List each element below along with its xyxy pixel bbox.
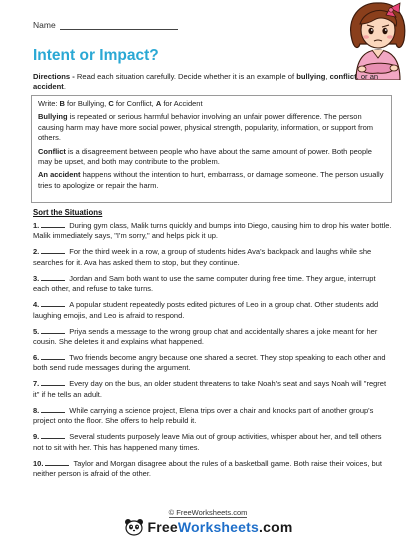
list-item bbox=[33, 300, 393, 321]
item-number: 2. bbox=[33, 247, 40, 257]
answer-blank[interactable] bbox=[41, 406, 65, 413]
list-item bbox=[33, 221, 393, 242]
item-text: Several students purposely leave Mia out of group activities, whisper about her, and tell others not to sit with her. This has happened many times. bbox=[33, 432, 382, 452]
name-label: Name bbox=[33, 20, 56, 30]
term-accident: accident bbox=[33, 82, 64, 92]
definition-term: Bullying bbox=[38, 112, 68, 122]
item-text: Two friends become angry because one shared a secret. They stop speaking to each other and both send rude messages during the argument. bbox=[33, 353, 386, 373]
item-number: 3. bbox=[33, 273, 40, 283]
item-number: 7. bbox=[33, 379, 40, 389]
code-b: B bbox=[59, 99, 65, 108]
directions bbox=[33, 72, 391, 93]
situations-list bbox=[33, 221, 393, 485]
definitions-box bbox=[31, 95, 392, 203]
definition-text: happens without the intention to hurt, embarrass, or damage someone. The person usually tries to apologize or repair the harm. bbox=[38, 170, 384, 190]
answer-blank[interactable] bbox=[45, 459, 69, 466]
footer-copyright bbox=[0, 508, 416, 517]
name-field[interactable] bbox=[60, 21, 178, 30]
directions-end: . bbox=[63, 82, 66, 92]
answer-blank[interactable] bbox=[41, 379, 65, 386]
item-text: Priya sends a message to the wrong group chat and accidentally shares a joke meant for her cousin. She deletes it and explains what happened. bbox=[33, 326, 378, 347]
logo-com: .com bbox=[259, 519, 293, 535]
item-number: 5. bbox=[33, 326, 40, 336]
definition-accident bbox=[38, 170, 385, 191]
definition-text: is a disagreement between people who have about the same amount of power. Both people may be upset, and both may contribute to the problem. bbox=[38, 146, 372, 167]
item-text: During gym class, Malik turns quickly and bumps into Diego, causing him to drop his water bottle. Malik immediately says, "I'm sorry," and helps pick it up. bbox=[33, 221, 392, 241]
write-instructions bbox=[38, 99, 385, 109]
item-text: Taylor and Morgan disagree about the rules of a basketball game. Both raise their voices, but neither person is afraid of the other. bbox=[33, 458, 382, 479]
directions-lead: Directions - bbox=[33, 72, 75, 81]
code-b-text: for Bullying, bbox=[64, 99, 109, 108]
section-heading: Sort the Situations bbox=[33, 208, 103, 217]
item-number: 6. bbox=[33, 353, 40, 363]
code-c-text: for Conflict, bbox=[113, 99, 156, 108]
footer-url-link[interactable]: © FreeWorksheets.com bbox=[168, 508, 248, 517]
answer-blank[interactable] bbox=[41, 247, 65, 254]
term-bullying: bullying bbox=[296, 72, 326, 81]
list-item bbox=[33, 379, 393, 400]
code-a-text: for Accident bbox=[161, 99, 203, 108]
item-text: While carrying a science project, Elena trips over a chair and knocks part of another group's project onto the floor. She offers to help rebuild it. bbox=[33, 405, 374, 426]
definition-text: is repeated or serious harmful behavior involving an unfair power difference. The person causing harm may have more social power, physical strength, popularity, information, or support from others. bbox=[38, 112, 374, 143]
footer-logo[interactable] bbox=[0, 518, 416, 536]
panda-logo-icon bbox=[124, 518, 144, 536]
definition-term: Conflict bbox=[38, 146, 66, 156]
list-item bbox=[33, 432, 393, 453]
list-item bbox=[33, 274, 393, 295]
item-text: For the third week in a row, a group of students hides Ava's backpack and laughs while she searches for it. Ava has asked them to stop, but they continue. bbox=[33, 247, 372, 267]
definition-conflict bbox=[38, 147, 385, 168]
name-row bbox=[33, 20, 178, 30]
answer-blank[interactable] bbox=[41, 221, 65, 228]
item-number: 10. bbox=[33, 458, 44, 468]
item-number: 4. bbox=[33, 300, 40, 310]
code-c: C bbox=[108, 99, 114, 108]
answer-blank[interactable] bbox=[41, 353, 65, 360]
definition-term: An accident bbox=[38, 170, 81, 180]
answer-blank[interactable] bbox=[41, 432, 65, 439]
list-item bbox=[33, 353, 393, 374]
item-number: 9. bbox=[33, 432, 40, 442]
directions-sep: , or an bbox=[356, 72, 379, 81]
list-item bbox=[33, 406, 393, 427]
item-text: Every day on the bus, an older student threatens to take Noah's seat and says Noah will "regret it" if he tells an adult. bbox=[33, 379, 387, 399]
directions-sep: , bbox=[325, 72, 330, 81]
directions-text: Read each situation carefully. Decide whether it is an example of bbox=[74, 72, 297, 81]
list-item bbox=[33, 247, 393, 268]
girl-character-illustration bbox=[338, 0, 416, 80]
answer-blank[interactable] bbox=[41, 274, 65, 281]
definition-bullying bbox=[38, 112, 385, 143]
answer-blank[interactable] bbox=[41, 327, 65, 334]
list-item bbox=[33, 327, 393, 348]
logo-text bbox=[148, 519, 293, 535]
list-item bbox=[33, 459, 393, 480]
item-number: 1. bbox=[33, 221, 40, 230]
item-text: A popular student repeatedly posts edited pictures of Leo in a group chat. Other students add laughing emojis, and Leo is afraid to respond. bbox=[33, 300, 379, 320]
term-conflict: conflict bbox=[329, 72, 357, 81]
write-label: Write: bbox=[38, 99, 60, 108]
answer-blank[interactable] bbox=[41, 300, 65, 307]
item-text: Jordan and Sam both want to use the same computer during free time. They argue, interrupt each other, and refuse to take turns. bbox=[33, 273, 376, 294]
page-title: Intent or Impact? bbox=[33, 47, 159, 64]
logo-free: Free bbox=[147, 519, 178, 535]
logo-worksheets: Worksheets bbox=[177, 519, 259, 535]
code-a: A bbox=[155, 99, 162, 108]
item-number: 8. bbox=[33, 405, 40, 415]
